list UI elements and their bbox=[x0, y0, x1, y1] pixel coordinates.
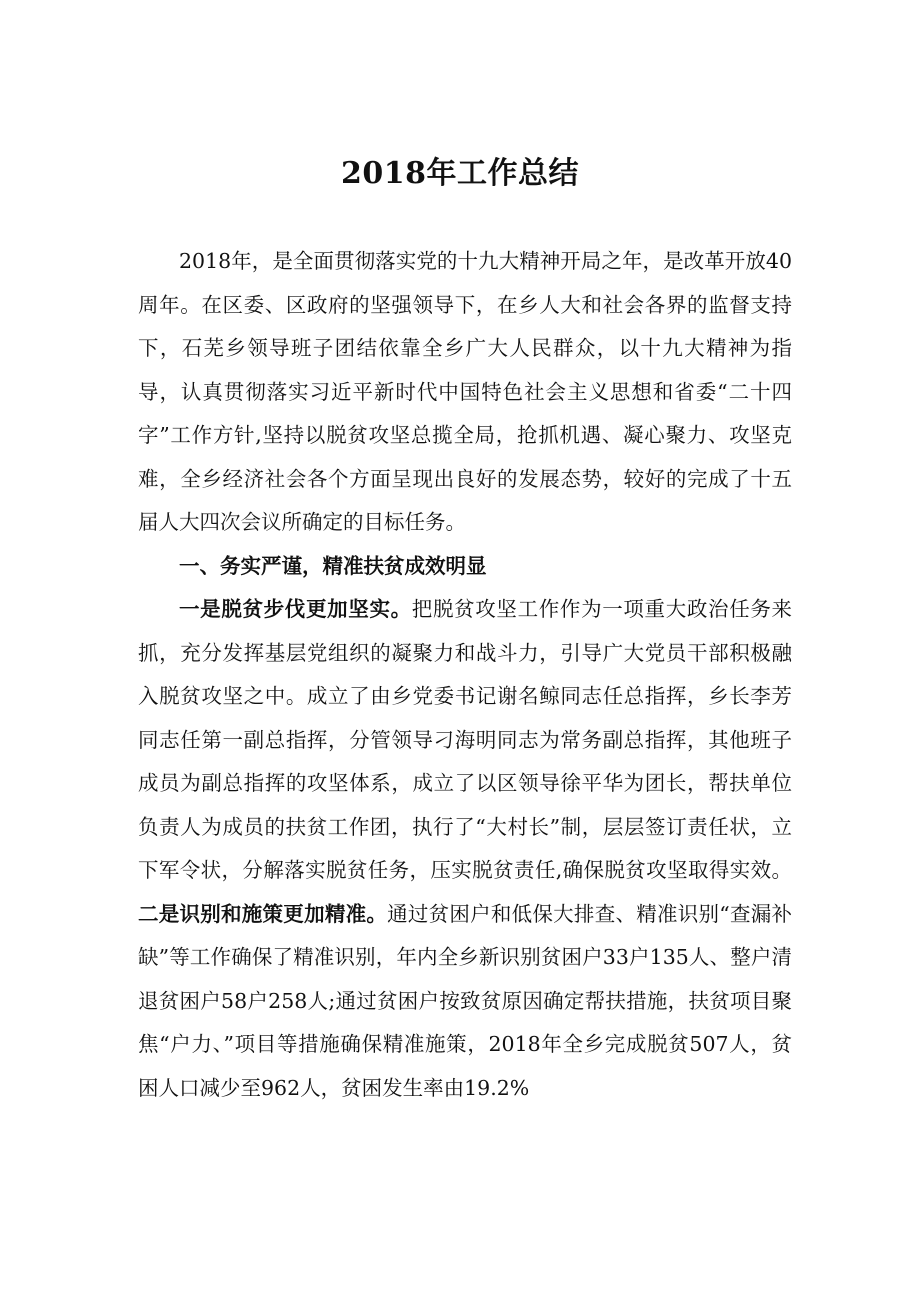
lead-sentence-2: 二是识别和施策更加精准。 bbox=[138, 901, 388, 926]
section-paragraph bbox=[138, 588, 792, 1110]
intro-paragraph: 2018年，是全面贯彻落实党的十九大精神开局之年，是改革开放40周年。在区委、区政府的坚强领导下，在乡人大和社会各界的监督支持下，石芜乡领导班子团结依靠全乡广大人民群众，以十九大精神为指导，认真贯彻落实习近平新时代中国特色社会主义思想和省委“二十四字”工作方针,坚持以脱贫攻坚总揽全局，抢抓机遇、凝心聚力、攻坚克难，全乡经济社会各个方面呈现出良好的发展态势，较好的完成了十五届人大四次会议所确定的目标任务。 bbox=[138, 249, 792, 534]
section-heading: 一、务实严谨，精准扶贫成效明显 bbox=[179, 553, 487, 578]
lead-sentence-1: 一是脱贫步伐更加坚实。 bbox=[179, 597, 412, 621]
document-title: 2018年工作总结 bbox=[341, 156, 579, 191]
paragraph-text-2: 通过贫困户和低保大排查、精准识别“查漏补缺”等工作确保了精准识别，年内全乡新识别贫困户33户135人、整户清退贫困户58户258人;通过贫困户按致贫原因确定帮扶措施，扶贫项目聚焦“户力、”项目等措施确保精准施策，2018年全乡完成脱贫507人，贫困人口减少至962人，贫困发生率由19.2% bbox=[138, 901, 793, 1100]
document-body bbox=[138, 240, 792, 1110]
paragraph-text-1: 把脱贫攻坚工作作为一项重大政治任务来抓，充分发挥基层党组织的凝聚力和战斗力，引导广大党员干部积极融入脱贫攻坚之中。成立了由乡党委书记谢名鲸同志任总指挥，乡长李芳同志任第一副总指挥，分管领导刁海明同志为常务副总指挥，其他班子成员为副总指挥的攻坚体系，成立了以区领导徐平华为团长，帮扶单位负责人为成员的扶贫工作团，执行了“大村长”制，层层签订责任状，立下军令状，分解落实脱贫任务，压实脱贫责任,确保脱贫攻坚取得实效。 bbox=[138, 597, 793, 882]
